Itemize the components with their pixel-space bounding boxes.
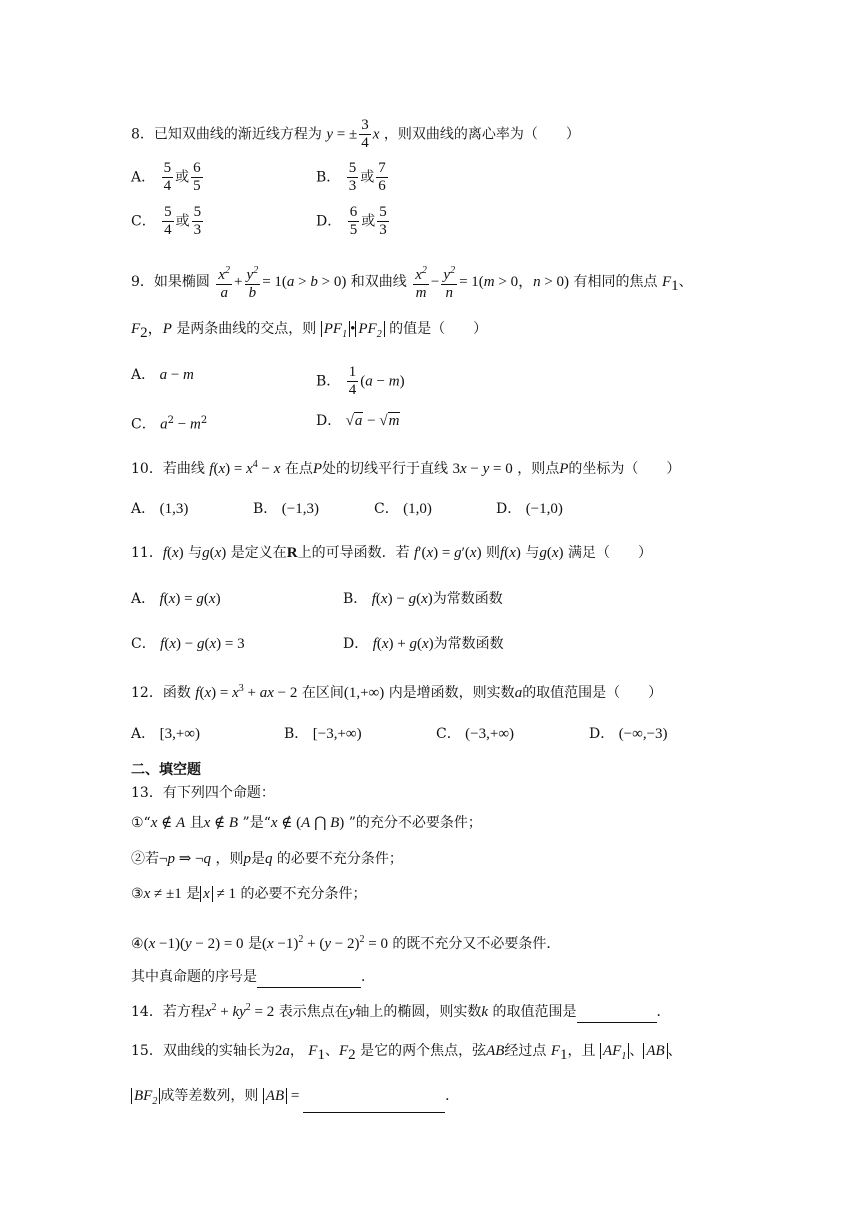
q10-option-b: B． (−1,3): [253, 501, 319, 517]
q13-proposition-1: ①“x ∉ A 且x ∉ B ”是“x ∉ (A ⋂ B) ”的充分不必要条件；: [131, 815, 482, 831]
q12-option-a: A． [3,+∞): [131, 726, 200, 742]
q13-proposition-3: ③x ≠ ±1 是 x ≠ 1 的必要不充分条件；: [131, 886, 367, 902]
q15-stem: 15．双曲线的实轴长为2a， $F_1$、$F_2$ 是它的两个焦点，弦AB经过点 $F_1$，且 $AF_1$ 、 AB 、: [131, 1043, 682, 1063]
q15-stem-line2: $BF_2$ 成等差数列，则 AB = ．: [131, 1085, 459, 1113]
q9-option-c: C． $a^2 - m^2$: [131, 415, 208, 433]
q13-answer-line: 其中真命题的序号是 ．: [131, 966, 375, 988]
q11-stem: 11．f(x) 与g(x) 是定义在R上的可导函数．若 f′(x) = g′(x) 则f(x) 与g(x) 满足（ ）: [131, 545, 652, 561]
q11-option-d: D． f(x) + g(x)为常数函数: [343, 636, 504, 652]
q13-proposition-2: ②若¬p ⇒ ¬q ，则p是q 的必要不充分条件；: [131, 851, 403, 867]
q9-option-a: A． a − m: [131, 367, 194, 383]
q14-stem: 14．若方程$x^2 + ky^2 = 2$ 表示焦点在y轴上的椭圆，则实数k 的取值范围是 ．: [131, 997, 671, 1023]
q8-option-c: C． $\frac{5}{4}$ 或 $\frac{5}{3}$: [131, 204, 202, 238]
answer-blank[interactable]: [257, 971, 361, 988]
q13-stem: 13．有下列四个命题：: [131, 785, 275, 801]
q10-option-d: D． (−1,0): [496, 501, 563, 517]
q12-option-c: C． (−3,+∞): [436, 726, 515, 742]
q11-option-b: B． f(x) − g(x)为常数函数: [343, 591, 503, 607]
q12-stem: 12．函数 $f(x) = x^3$ + ax − 2 在区间(1,+∞) 内是增函数，则实数a的取值范围是（ ）: [131, 683, 663, 701]
q10-option-a: A． (1,3): [131, 501, 189, 517]
q9-option-d: D． √a − √m: [316, 413, 400, 429]
section-title: 二、填空题: [131, 762, 201, 778]
q8-option-b: B． $\frac{5}{3}$ 或 $\frac{7}{6}$: [316, 160, 386, 194]
q8-stem: 8．已知双曲线的渐近线方程为 y = ± $\frac{3}{4}$ x ，则双曲线的离心率为（ ）: [131, 117, 580, 151]
q9-stem-line2: $F_2$，P 是两条曲线的交点，则 $PF_1$ • $PF_2$ 的值是（ ）: [131, 321, 488, 341]
q12-option-b: B． [−3,+∞): [284, 726, 362, 742]
q8-option-a: A． $\frac{5}{4}$ 或 $\frac{6}{5}$: [131, 160, 201, 194]
answer-blank[interactable]: [577, 1006, 657, 1023]
q10-stem: 10．若曲线 $f(x) = x^4 - x$ 在点P处的切线平行于直线 3x − y = 0 ，则点P的坐标为（ ）: [131, 459, 681, 477]
q9-stem: 9．如果椭圆 $\frac{x^2}{a}$ + $\frac{y^2}{b}$ = 1(a > b > 0) 和双曲线 $\frac{x^2}{m}$ − $\frac{y^2}{n}$ = 1(m > 0，n > 0) 有相同的焦点 $F_1$、: [131, 262, 693, 302]
q8-option-d: D． $\frac{6}{5}$ 或 $\frac{5}{3}$: [316, 204, 387, 238]
answer-blank[interactable]: [303, 1096, 445, 1113]
q10-option-c: C． (1,0): [374, 501, 432, 517]
q13-proposition-4: ④(x −1)(y − 2) = 0 是$(x -1)^2 + (y - 2)^2 = 0$ 的既不充分又不必要条件．: [131, 934, 561, 952]
q12-option-d: D． (−∞,−3): [589, 726, 668, 742]
q11-option-c: C． f(x) − g(x) = 3: [131, 636, 245, 652]
q9-option-b: B． $\frac{1}{4}$ (a − m): [316, 364, 405, 398]
q11-option-a: A． f(x) = g(x): [131, 591, 221, 607]
